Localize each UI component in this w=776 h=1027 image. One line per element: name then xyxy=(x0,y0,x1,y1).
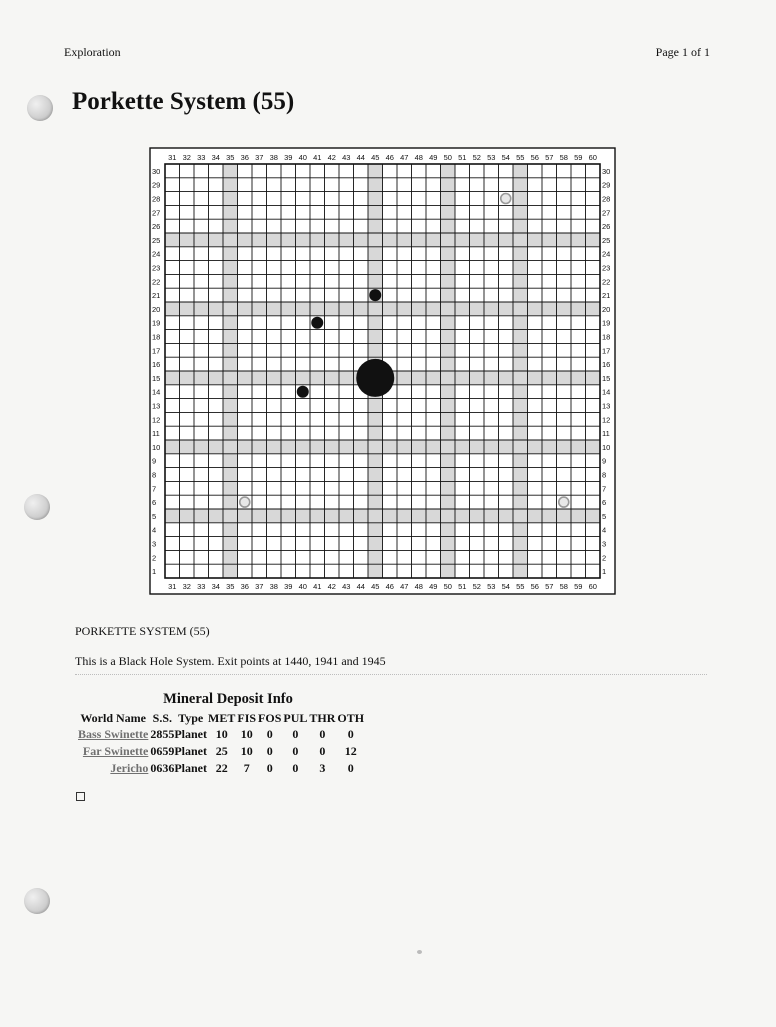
col-thr: THR xyxy=(309,711,336,725)
col-label-bottom: 35 xyxy=(226,582,235,591)
table-row xyxy=(76,760,365,777)
cell-fos: 0 xyxy=(266,744,273,758)
checkbox[interactable] xyxy=(76,792,85,801)
row-label-left: 22 xyxy=(152,277,161,287)
row-label-left: 7 xyxy=(152,484,157,494)
col-type: Type xyxy=(178,711,204,725)
col-label-bottom: 40 xyxy=(298,582,307,591)
row-label-right: 14 xyxy=(602,387,611,397)
col-label-bottom: 37 xyxy=(255,582,264,591)
col-label-bottom: 57 xyxy=(545,582,554,591)
table-row xyxy=(76,743,365,760)
cell-met: 25 xyxy=(215,744,228,758)
col-label-top: 60 xyxy=(588,153,597,162)
col-label-top: 43 xyxy=(342,153,351,162)
col-label-top: 51 xyxy=(458,153,467,162)
col-label-bottom: 53 xyxy=(487,582,496,591)
row-label-right: 29 xyxy=(602,180,611,190)
header-left: Exploration xyxy=(64,45,121,59)
row-label-right: 3 xyxy=(602,539,607,549)
cell-fos: 0 xyxy=(266,761,273,775)
col-label-top: 49 xyxy=(429,153,438,162)
col-met: MET xyxy=(208,711,236,725)
black-hole xyxy=(356,359,394,397)
system-label: PORKETTE SYSTEM (55) xyxy=(75,624,210,638)
exit-point xyxy=(240,497,250,507)
cell-oth: 0 xyxy=(347,727,354,741)
col-label-top: 58 xyxy=(559,153,568,162)
col-label-bottom: 45 xyxy=(371,582,380,591)
row-label-left: 8 xyxy=(152,470,157,480)
col-label-top: 40 xyxy=(298,153,307,162)
col-label-top: 59 xyxy=(574,153,583,162)
col-label-bottom: 60 xyxy=(588,582,597,591)
col-label-bottom: 36 xyxy=(240,582,249,591)
world-link[interactable]: Jericho xyxy=(110,761,149,775)
row-label-right: 15 xyxy=(602,373,611,383)
cell-oth: 0 xyxy=(347,761,354,775)
system-description: This is a Black Hole System. Exit points at 1440, 1941 and 1945 xyxy=(75,654,386,668)
binder-hole-icon xyxy=(27,95,53,121)
col-label-top: 39 xyxy=(284,153,293,162)
binder-hole-icon xyxy=(24,494,50,520)
row-label-right: 6 xyxy=(602,498,607,508)
cell-fos: 0 xyxy=(266,727,273,741)
col-label-bottom: 50 xyxy=(443,582,452,591)
cell-thr: 3 xyxy=(319,761,326,775)
row-label-left: 21 xyxy=(152,291,161,301)
table-header-row xyxy=(76,711,365,726)
col-label-top: 41 xyxy=(313,153,322,162)
world-link[interactable]: Far Swinette xyxy=(82,744,149,758)
row-label-right: 30 xyxy=(602,166,611,176)
col-label-top: 35 xyxy=(226,153,235,162)
mineral-table xyxy=(76,711,365,777)
cell-fis: 10 xyxy=(240,744,253,758)
col-fos: FOS xyxy=(258,711,282,725)
row-label-left: 6 xyxy=(152,498,157,508)
col-label-top: 31 xyxy=(168,153,177,162)
paper-speck xyxy=(417,950,422,954)
row-label-left: 20 xyxy=(152,304,161,314)
row-label-right: 26 xyxy=(602,222,611,232)
row-label-right: 11 xyxy=(602,429,610,439)
page-title: Porkette System (55) xyxy=(72,88,295,115)
cell-pul: 0 xyxy=(292,727,299,741)
cell-thr: 0 xyxy=(319,744,326,758)
planet xyxy=(297,386,309,398)
row-label-left: 11 xyxy=(152,429,160,439)
row-label-right: 9 xyxy=(602,456,607,466)
mineral-title: Mineral Deposit Info xyxy=(163,691,293,707)
cell-thr: 0 xyxy=(319,727,326,741)
row-label-right: 27 xyxy=(602,208,611,218)
row-label-left: 9 xyxy=(152,456,157,466)
binder-hole-icon xyxy=(24,888,50,914)
row-label-left: 13 xyxy=(152,401,161,411)
row-label-right: 12 xyxy=(602,415,611,425)
row-label-right: 7 xyxy=(602,484,607,494)
col-label-bottom: 55 xyxy=(516,582,525,591)
cell-met: 10 xyxy=(215,727,228,741)
row-label-right: 28 xyxy=(602,194,611,204)
row-label-right: 20 xyxy=(602,304,611,314)
exit-point xyxy=(559,497,569,507)
system-map xyxy=(150,148,611,600)
row-label-left: 26 xyxy=(152,222,161,232)
col-label-bottom: 41 xyxy=(313,582,322,591)
row-label-right: 17 xyxy=(602,346,611,356)
col-label-bottom: 54 xyxy=(501,582,510,591)
row-label-left: 4 xyxy=(152,525,157,535)
col-label-bottom: 46 xyxy=(385,582,394,591)
col-label-top: 53 xyxy=(487,153,496,162)
cell-type: Planet xyxy=(174,761,208,775)
cell-fis: 7 xyxy=(243,761,250,775)
row-label-left: 18 xyxy=(152,332,161,342)
col-label-bottom: 43 xyxy=(342,582,351,591)
col-label-top: 34 xyxy=(211,153,220,162)
row-label-left: 23 xyxy=(152,263,161,273)
row-label-left: 28 xyxy=(152,194,161,204)
cell-met: 22 xyxy=(215,761,228,775)
divider xyxy=(75,674,707,675)
row-label-left: 12 xyxy=(152,415,161,425)
row-label-right: 18 xyxy=(602,332,611,342)
col-label-bottom: 44 xyxy=(356,582,365,591)
cell-fis: 10 xyxy=(240,727,253,741)
col-label-bottom: 47 xyxy=(400,582,409,591)
col-oth: OTH xyxy=(337,711,365,725)
row-label-left: 29 xyxy=(152,180,161,190)
cell-type: Planet xyxy=(174,744,208,758)
col-label-bottom: 38 xyxy=(269,582,278,591)
col-label-bottom: 48 xyxy=(414,582,423,591)
row-label-left: 1 xyxy=(152,567,157,577)
col-label-top: 38 xyxy=(269,153,278,162)
col-label-bottom: 33 xyxy=(197,582,206,591)
table-row xyxy=(76,726,365,743)
col-label-top: 46 xyxy=(385,153,394,162)
row-label-right: 2 xyxy=(602,553,607,563)
col-world-name: World Name xyxy=(80,711,146,725)
planet xyxy=(311,317,323,329)
row-label-left: 3 xyxy=(152,539,157,549)
cell-ss: 0636 xyxy=(150,761,175,775)
world-link[interactable]: Bass Swinette xyxy=(78,727,149,741)
row-label-right: 25 xyxy=(602,235,611,245)
row-label-right: 16 xyxy=(602,360,611,370)
col-label-top: 52 xyxy=(472,153,481,162)
col-label-bottom: 34 xyxy=(211,582,220,591)
col-label-bottom: 39 xyxy=(284,582,293,591)
row-label-left: 27 xyxy=(152,208,161,218)
col-label-top: 44 xyxy=(356,153,365,162)
cell-pul: 0 xyxy=(292,761,299,775)
col-label-top: 45 xyxy=(371,153,380,162)
col-fis: FIS xyxy=(237,711,257,725)
col-label-top: 36 xyxy=(240,153,249,162)
row-label-right: 23 xyxy=(602,263,611,273)
col-label-top: 33 xyxy=(197,153,206,162)
exit-point xyxy=(501,194,511,204)
row-label-left: 19 xyxy=(152,318,161,328)
row-label-left: 25 xyxy=(152,235,161,245)
col-label-top: 32 xyxy=(182,153,191,162)
row-label-left: 17 xyxy=(152,346,161,356)
cell-ss: 0659 xyxy=(150,744,175,758)
col-label-top: 47 xyxy=(400,153,409,162)
row-label-right: 24 xyxy=(602,249,611,259)
planet xyxy=(369,289,381,301)
col-label-top: 54 xyxy=(501,153,510,162)
cell-ss: 2855 xyxy=(150,727,175,741)
row-label-right: 4 xyxy=(602,525,607,535)
row-label-left: 2 xyxy=(152,553,157,563)
col-pul: PUL xyxy=(283,711,308,725)
row-label-right: 10 xyxy=(602,442,611,452)
mineral-deposit-section xyxy=(76,691,378,777)
col-label-bottom: 52 xyxy=(472,582,481,591)
row-label-left: 14 xyxy=(152,387,161,397)
row-label-right: 21 xyxy=(602,291,611,301)
col-label-top: 42 xyxy=(327,153,336,162)
col-label-bottom: 31 xyxy=(168,582,177,591)
row-label-left: 5 xyxy=(152,511,157,521)
row-label-right: 22 xyxy=(602,277,611,287)
col-label-bottom: 58 xyxy=(559,582,568,591)
row-label-right: 1 xyxy=(602,567,607,577)
row-label-left: 15 xyxy=(152,373,161,383)
row-label-left: 10 xyxy=(152,442,161,452)
col-label-top: 57 xyxy=(545,153,554,162)
col-ss: S.S. xyxy=(152,711,173,725)
col-label-bottom: 49 xyxy=(429,582,438,591)
row-label-left: 30 xyxy=(152,166,161,176)
row-label-left: 16 xyxy=(152,360,161,370)
col-label-bottom: 32 xyxy=(182,582,191,591)
row-label-right: 13 xyxy=(602,401,611,411)
cell-pul: 0 xyxy=(292,744,299,758)
col-label-top: 37 xyxy=(255,153,264,162)
cell-type: Planet xyxy=(174,727,208,741)
col-label-top: 50 xyxy=(443,153,452,162)
row-label-right: 5 xyxy=(602,511,607,521)
col-label-bottom: 56 xyxy=(530,582,539,591)
col-label-bottom: 42 xyxy=(327,582,336,591)
col-label-bottom: 51 xyxy=(458,582,467,591)
col-label-bottom: 59 xyxy=(574,582,583,591)
row-label-right: 19 xyxy=(602,318,611,328)
header-page-number: Page 1 of 1 xyxy=(655,45,710,59)
cell-oth: 12 xyxy=(344,744,357,758)
row-label-right: 8 xyxy=(602,470,607,480)
col-label-top: 55 xyxy=(516,153,525,162)
col-label-top: 48 xyxy=(414,153,423,162)
row-label-left: 24 xyxy=(152,249,161,259)
col-label-top: 56 xyxy=(530,153,539,162)
